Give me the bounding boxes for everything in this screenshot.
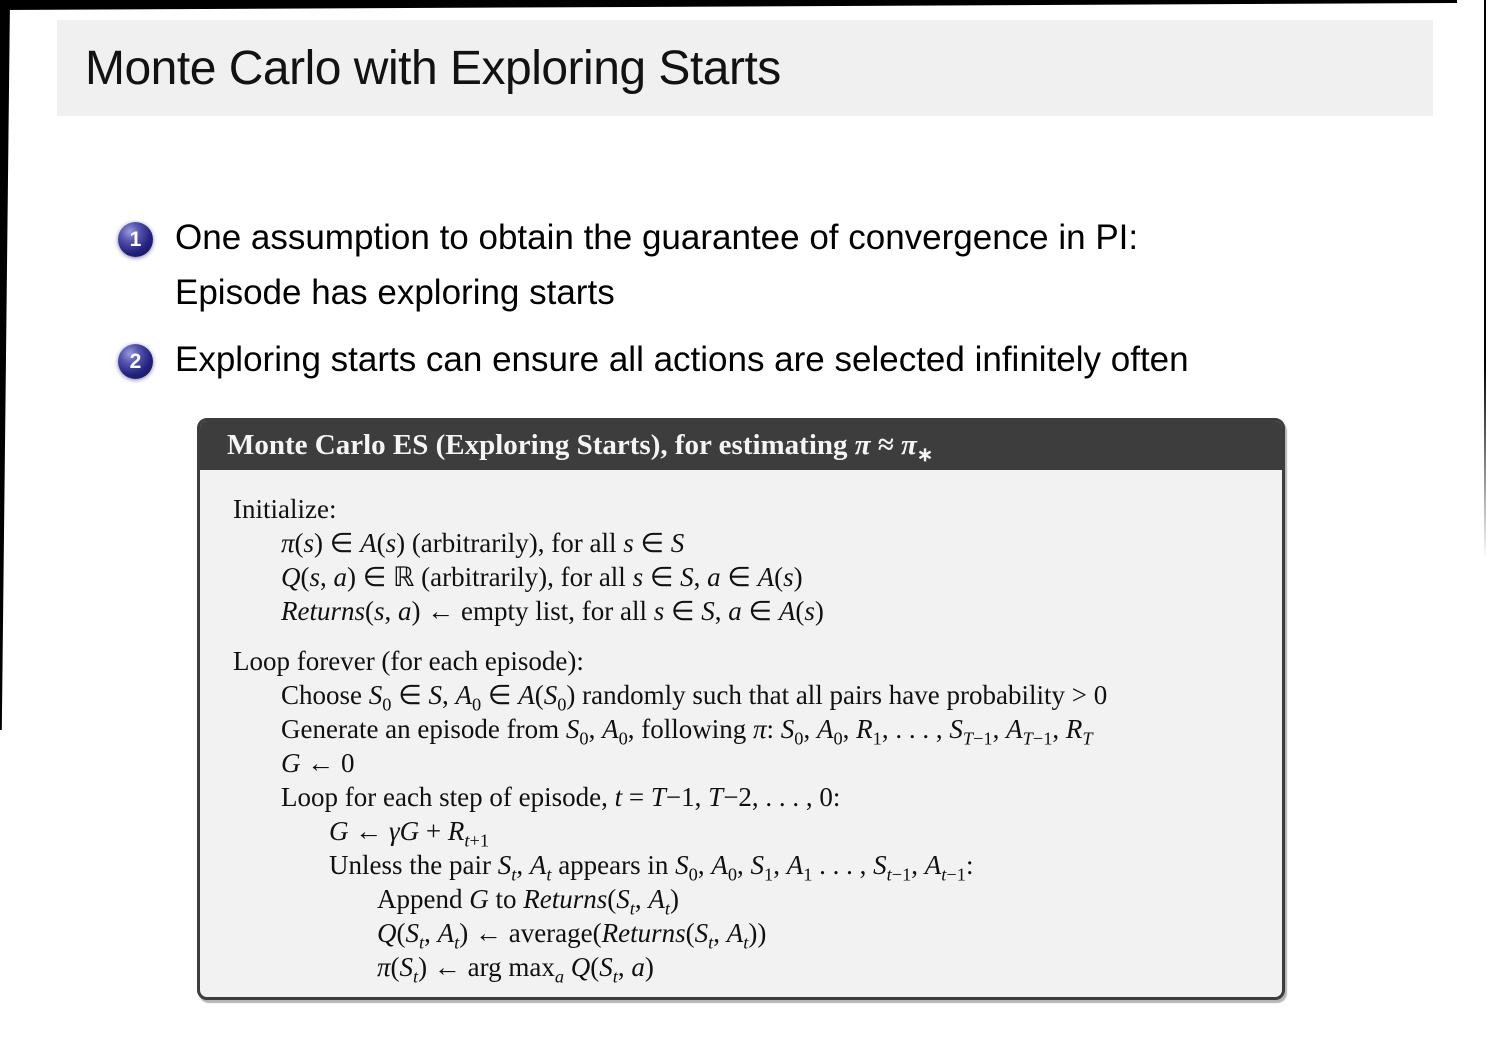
- algorithm-line: Loop for each step of episode, t = T−1, T−2, . . . , 0:: [281, 782, 841, 812]
- algorithm-line: Append G to $Returns(S_t$, $A_t$): [377, 884, 679, 919]
- algorithm-line: Choose $S_0$ ∈ S, $A_0$ ∈ $A(S_0)$ randomly such that all pairs have probability > 0: [281, 680, 1108, 715]
- algorithm-line: Generate an episode from $S_0$, $A_0$, following π: $S_0$, $A_0$, $R_1$, . . . , $S_{T-1}$, $A_{T-1}$, $R_T$: [281, 714, 1093, 749]
- bullet-number-badge-1: 1: [118, 222, 153, 257]
- algorithm-line: G ← 0: [281, 748, 355, 778]
- algorithm-line: G ← $\gamma G + R_{t+1}$: [329, 816, 490, 851]
- bullet-text-2: [175, 332, 1189, 387]
- bullet-2-line-1: Exploring starts can ensure all actions are selected infinitely often: [175, 340, 1189, 379]
- slide-title: Monte Carlo with Exploring Starts: [85, 41, 781, 95]
- slide-title-bar: [57, 20, 1433, 116]
- algorithm-line: π(s) ∈ A(s) (arbitrarily), for all s ∈ S: [281, 528, 685, 558]
- algorithm-body: [200, 470, 1282, 987]
- bullet-number-badge-2: 2: [118, 344, 153, 379]
- algorithm-line: Unless the pair $S_t$, $A_t$ appears in $S_0$, $A_0$, $S_1$, $A_1$ . . . , $S_{t-1}$, $A_{t-1}$:: [329, 850, 974, 885]
- frame-edge-left: [0, 0, 10, 730]
- bullet-text-1: [175, 210, 1138, 320]
- algorithm-line: $Q(S_t$, $A_t$) ← $average(Returns(S_t$, $A_t$)): [377, 918, 767, 953]
- algorithm-line: Returns(s, a) ← empty list, for all s ∈ S, a ∈ A(s): [281, 596, 824, 626]
- algorithm-line: Loop forever (for each episode):: [233, 646, 584, 676]
- algorithm-line: Initialize:: [233, 494, 337, 524]
- algorithm-line: $\pi(S_t)$ ← arg $\max_a Q(S_t$, a): [377, 952, 654, 987]
- bullet-item-1: [118, 210, 1458, 320]
- bullet-1-line-2: Episode has exploring starts: [175, 273, 615, 312]
- bullet-list: [118, 210, 1458, 387]
- algorithm-title: Monte Carlo ES (Exploring Starts), for estimating $\pi \approx \pi_∗$: [200, 421, 1282, 470]
- bullet-item-2: [118, 332, 1458, 387]
- algorithm-line: Q(s, a) ∈ ℝ (arbitrarily), for all s ∈ S, a ∈ A(s): [281, 562, 803, 592]
- frame-edge-right: [1484, 0, 1486, 560]
- algorithm-box: [197, 418, 1285, 1000]
- frame-edge-top: [0, 0, 1457, 10]
- bullet-1-line-1: One assumption to obtain the guarantee of convergence in PI:: [175, 218, 1139, 257]
